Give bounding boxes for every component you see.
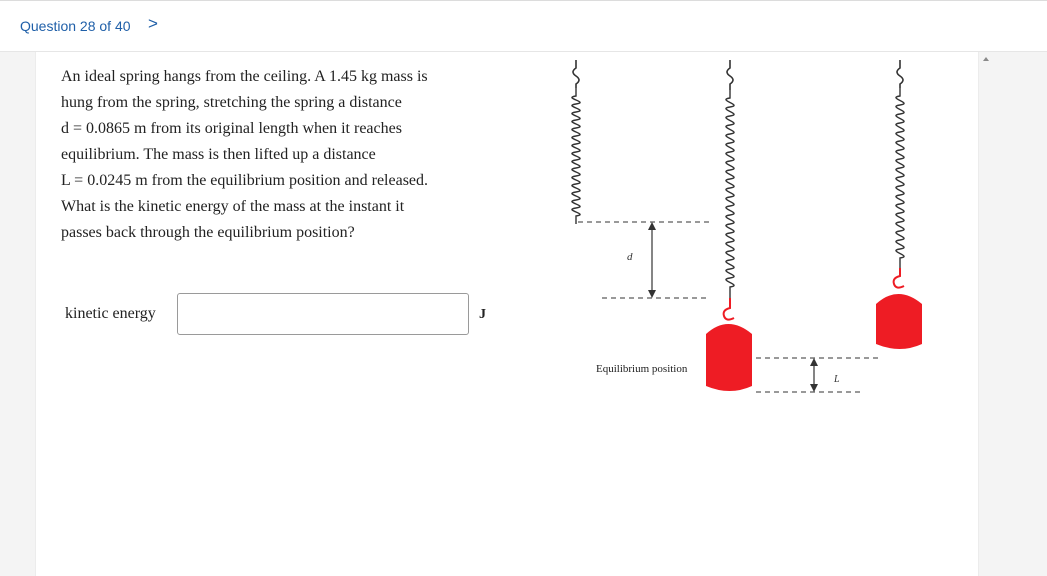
question-line: L = 0.0245 m from the equilibrium position and released. [61, 172, 429, 189]
unit-label: J [479, 307, 486, 322]
L-label: L [834, 374, 840, 385]
arrow-head-icon [648, 290, 656, 298]
spring-diagram [540, 52, 970, 412]
question-line: What is the kinetic energy of the mass at the instant it [61, 198, 405, 215]
top-border [0, 0, 1047, 1]
question-line: hung from the spring, stretching the spring a distance [61, 94, 402, 111]
question-text [61, 64, 511, 246]
top-bar [0, 0, 1047, 52]
equilibrium-position-label: Equilibrium position [596, 363, 688, 375]
arrow-head-icon [810, 384, 818, 392]
question-line: passes back through the equilibrium position? [61, 224, 355, 241]
arrow-head-icon [648, 222, 656, 230]
question-line: d = 0.0865 m from its original length when it reaches [61, 120, 402, 137]
spring-lifted [894, 60, 904, 288]
spring-equilibrium [724, 60, 734, 320]
spring-unstretched [572, 60, 580, 224]
mass-block [706, 324, 752, 391]
scroll-up-arrow-icon[interactable] [983, 57, 989, 61]
question-line: equilibrium. The mass is then lifted up a distance [61, 146, 376, 163]
kinetic-energy-input[interactable] [177, 293, 469, 335]
scrollbar[interactable] [979, 52, 993, 576]
question-counter[interactable]: Question 28 of 40 [20, 18, 131, 34]
mass-block-lifted [876, 294, 922, 349]
d-label: d [627, 251, 633, 263]
next-question-chevron-icon[interactable]: > [148, 14, 158, 33]
arrow-head-icon [810, 358, 818, 366]
kinetic-energy-label: kinetic energy [65, 305, 156, 322]
question-line: An ideal spring hangs from the ceiling. A 1.45 kg mass is [61, 68, 428, 85]
